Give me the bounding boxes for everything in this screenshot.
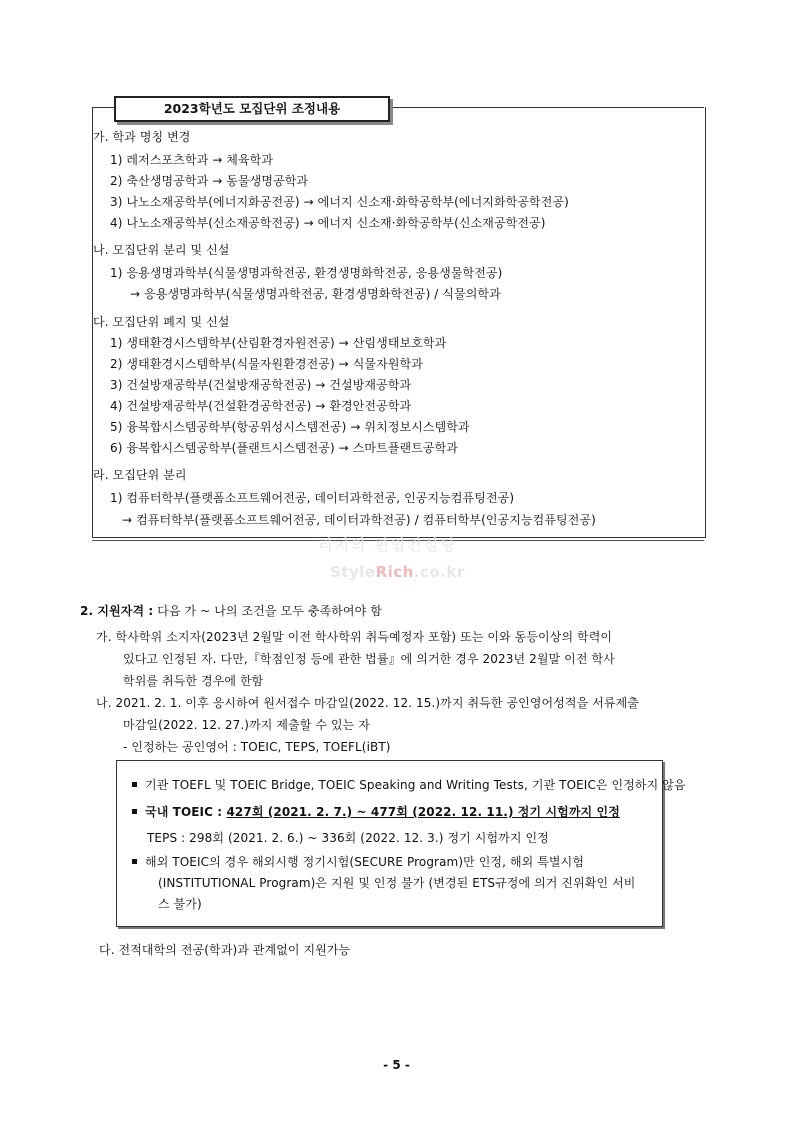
notice-item-3: 해외 TOEIC의 경우 해외시행 정기시험(SECURE Program)만 인정, 해외 특별시험 (132, 853, 584, 870)
watermark-text: 리치의 편입컨설팅 (318, 536, 457, 554)
page-number: - 5 - (383, 1058, 410, 1072)
requirement-na-line2: 마감일(2022. 12. 27.)까지 제출할 수 있는 자 (123, 718, 370, 732)
list-item: 1) 응용생명과학부(식물생명과학전공, 환경생명화학전공, 응용생물학전공) (110, 266, 503, 280)
notice-item-3-cont: (INSTITUTIONAL Program)은 지원 및 인정 불가 (변경된 ETS규정에 의거 진위확인 서비 (158, 876, 636, 890)
bullet-square-icon (132, 782, 137, 787)
watermark-brand (330, 563, 465, 581)
accepted-english-tests: - 인정하는 공인영어 : TOEIC, TEPS, TOEFL(iBT) (123, 740, 391, 754)
watermark-brand-domain: .co.kr (413, 563, 465, 581)
list-item: → 컴퓨터학부(플랫폼소프트웨어전공, 데이터과학전공) / 컴퓨터학부(인공지능컴퓨팅전공) (122, 513, 596, 527)
section-2-heading (80, 602, 382, 619)
list-item: → 응용생명과학부(식물생명과학전공, 환경생명화학전공) / 식물의학과 (130, 287, 501, 301)
list-item: 6) 융복합시스템공학부(플랜트시스템전공) → 스마트플랜트공학과 (110, 441, 458, 455)
section-heading-da: 다. 모집단위 폐지 및 신설 (93, 315, 230, 329)
list-item: 4) 나노소재공학부(신소재공학전공) → 에너지 신소재·화학공학부(신소재공학전공) (110, 216, 546, 230)
watermark-brand-rich: Rich (375, 563, 414, 581)
requirement-da: 다. 전적대학의 전공(학과)과 관계없이 지원가능 (99, 943, 351, 957)
section-heading-ga: 가. 학과 명칭 변경 (93, 130, 191, 144)
section-2-heading-text: 다음 가 ~ 나의 조건을 모두 충족하여야 함 (153, 604, 382, 618)
teps-range: TEPS : 298회 (2021. 2. 6.) ~ 336회 (2022. 12. 3.) 정기 시험까지 인정 (147, 831, 549, 845)
bullet-square-icon (132, 809, 137, 814)
section-heading-ra: 라. 모집단위 분리 (93, 468, 187, 482)
notice-box-title: 2023학년도 모집단위 조정내용 (114, 96, 390, 122)
requirement-ga-line2: 있다고 인정된 자. 다만,『학점인정 등에 관한 법률』에 의거한 경우 2023년 2월말 이전 학사 (123, 652, 615, 666)
requirement-ga-line1: 가. 학사학위 소지자(2023년 2월말 이전 학사학위 취득예정자 포함) 또는 이와 동등이상의 학력이 (96, 630, 613, 644)
list-item: 1) 생태환경시스템학부(산림환경자원전공) → 산림생태보호학과 (110, 336, 447, 350)
notice-item-1: 기관 TOEFL 및 TOEIC Bridge, TOEIC Speaking and Writing Tests, 기관 TOEIC은 인정하지 않음 (132, 776, 686, 793)
list-item: 3) 건설방재공학부(건설방재공학전공) → 건설방재공학과 (110, 378, 412, 392)
list-item: 4) 건설방재공학부(건설환경공학전공) → 환경안전공학과 (110, 399, 412, 413)
requirement-ga-line3: 학위를 취득한 경우에 한함 (123, 674, 264, 688)
list-item: 3) 나노소재공학부(에너지화공전공) → 에너지 신소재·화학공학부(에너지화학공학전공) (110, 195, 569, 209)
list-item: 2) 축산생명공학과 → 동물생명공학과 (110, 174, 309, 188)
list-item: 2) 생태환경시스템학부(식물자원환경전공) → 식물자원학과 (110, 357, 423, 371)
bullet-square-icon (132, 859, 137, 864)
list-item: 1) 컴퓨터학부(플랫폼소프트웨어전공, 데이터과학전공, 인공지능컴퓨팅전공) (110, 491, 515, 505)
notice-item-2: 국내 TOEIC : 427회 (2021. 2. 7.) ~ 477회 (2022. 12. 11.) 정기 시험까지 인정 (132, 803, 620, 820)
list-item: 5) 융복합시스템공학부(항공위성시스템전공) → 위치정보시스템학과 (110, 420, 470, 434)
requirement-na-line1: 나. 2021. 2. 1. 이후 응시하여 원서접수 마감일(2022. 12. 15.)까지 취득한 공인영어성적을 서류제출 (96, 696, 639, 710)
notice-item-3-cont2: 스 불가) (158, 897, 202, 911)
section-heading-na: 나. 모집단위 분리 및 신설 (93, 243, 230, 257)
list-item: 1) 레저스포츠학과 → 체육학과 (110, 153, 274, 167)
watermark-brand-style: Style (330, 563, 376, 581)
section-2-label: 2. 지원자격 : (80, 604, 154, 618)
